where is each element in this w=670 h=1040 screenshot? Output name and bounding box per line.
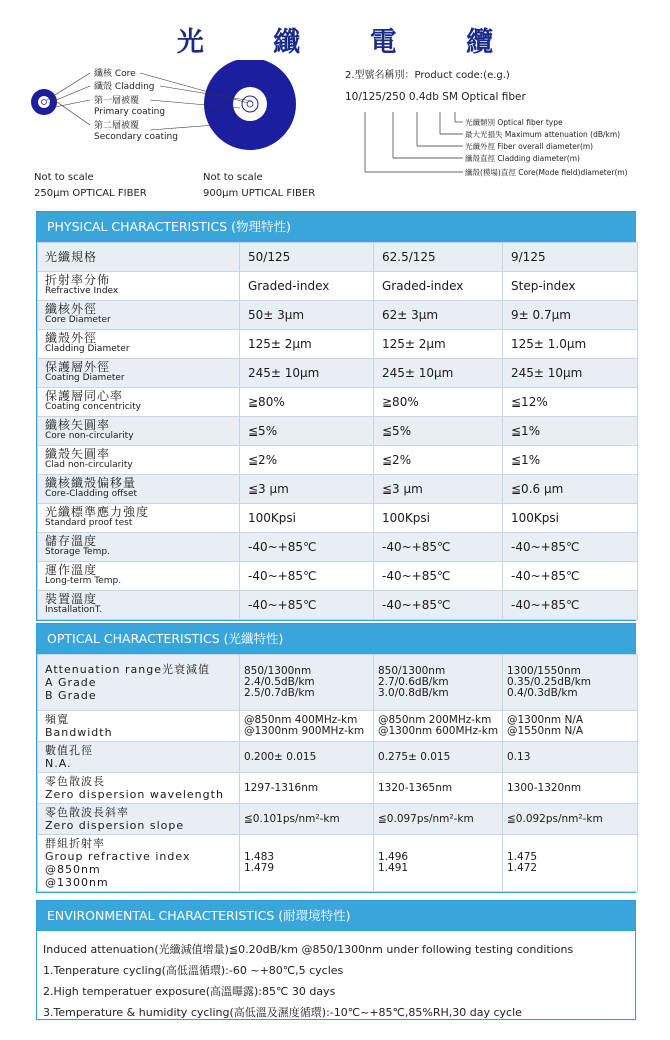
physical-value-cell: ≦2% <box>374 446 503 475</box>
optical-value-line: @1300nm N/A <box>507 714 584 726</box>
optical-row <box>38 655 638 711</box>
optical-value-line: 3.0/0.8dB/km <box>378 687 449 699</box>
physical-value-cell: -40~+85℃ <box>374 533 503 562</box>
physical-value-cell: 100Kpsi <box>503 504 638 533</box>
optical-value-cell <box>240 835 374 892</box>
physical-value-cell: 9/125 <box>503 243 638 272</box>
optical-value-line: 0.35/0.25dB/km <box>507 676 592 688</box>
optical-value-line: 850/1300nm <box>244 665 312 677</box>
environmental-heading: ENVIRONMENTAL CHARACTERISTICS (耐環境特性) <box>37 901 635 931</box>
optical-label-line: A Grade <box>45 676 97 689</box>
optical-value-line: 1300-1320nm <box>507 781 582 794</box>
optical-value-line: 1297-1316nm <box>244 781 319 794</box>
physical-value-cell: -40~+85℃ <box>374 591 503 620</box>
optical-value-line: 0.200± 0.015 <box>244 750 317 763</box>
physical-value-cell: 125± 2μm <box>374 330 503 359</box>
environmental-characteristics-section <box>36 900 636 1020</box>
optical-value-line: 1320-1365nm <box>378 781 453 794</box>
label-en: Clad non-circularity <box>45 460 133 470</box>
legend-core-diameter: 纖殼(模場)直徑 Core(Mode field)diameter(m) <box>465 168 628 177</box>
optical-value-line: 1.479 <box>244 862 275 874</box>
optical-value-line: @850nm 400MHz-km <box>244 714 358 726</box>
label-zh: 裝置溫度 <box>45 592 98 606</box>
optical-label-line: 零色散波長斜率 <box>45 806 129 819</box>
physical-row <box>38 417 638 446</box>
physical-value-cell: ≧80% <box>240 388 374 417</box>
optical-label-line: 數值孔徑 <box>45 744 93 757</box>
optical-value-line: 1.475 <box>507 851 538 863</box>
optical-value-cell <box>503 835 638 892</box>
physical-row-label <box>38 417 240 446</box>
large-fiber-coating <box>233 87 267 121</box>
label-en: Core Diameter <box>45 315 111 325</box>
optical-value-line: 1300/1550nm <box>507 665 581 677</box>
physical-row-label <box>38 243 240 272</box>
optical-value-line: 0.13 <box>507 750 531 763</box>
physical-value-cell: -40~+85℃ <box>240 562 374 591</box>
label-zh: 保護層外徑 <box>45 360 111 374</box>
physical-value-cell: 245± 10μm <box>374 359 503 388</box>
physical-value-cell: ≦1% <box>503 446 638 475</box>
physical-row <box>38 475 638 504</box>
label-en: Standard proof test <box>45 518 133 528</box>
optical-value-cell <box>374 804 503 835</box>
physical-value-cell: Graded-index <box>240 272 374 301</box>
optical-value-cell <box>374 835 503 892</box>
physical-value-cell: 62.5/125 <box>374 243 503 272</box>
optical-label-line: B Grade <box>45 689 97 702</box>
primary-coating-zh-label: 第一層被覆 <box>94 96 140 106</box>
legend-cladding-diameter: 纖殼直徑 Cladding diameter(m) <box>465 154 580 163</box>
label-zh: 纖核纖殼偏移量 <box>45 476 137 490</box>
product-code-block <box>345 66 526 103</box>
physical-row <box>38 446 638 475</box>
physical-value-cell: 50± 3μm <box>240 301 374 330</box>
optical-value-line: 1.491 <box>378 862 409 874</box>
physical-row-label <box>38 330 240 359</box>
physical-value-cell: ≦3 μm <box>374 475 503 504</box>
physical-row <box>38 504 638 533</box>
physical-value-cell: 245± 10μm <box>240 359 374 388</box>
physical-value-cell: ≦5% <box>374 417 503 446</box>
physical-value-cell: ≦1% <box>503 417 638 446</box>
legend-overall-diameter: 光纖外徑 Fiber overall diameter(m) <box>465 142 594 151</box>
optical-row-label <box>38 655 240 711</box>
physical-row <box>38 533 638 562</box>
physical-value-cell: Step-index <box>503 272 638 301</box>
physical-value-cell: -40~+85℃ <box>503 591 638 620</box>
optical-table <box>37 654 638 892</box>
optical-value-line: 1.483 <box>244 851 275 863</box>
page-title: 光 纖 電 纜 <box>176 27 524 58</box>
physical-row <box>38 359 638 388</box>
optical-value-line: @1300nm 600MHz-km <box>378 725 499 737</box>
environmental-line: 3.Temperature & humidity cycling(高低溫及濕度循環):-10℃~+85℃,85%RH,30 day cycle <box>43 1006 522 1019</box>
optical-label-line: @1300nm <box>45 876 109 889</box>
optical-value-cell <box>503 655 638 711</box>
optical-value-cell <box>240 655 374 711</box>
label-en: InstallationT. <box>45 605 103 615</box>
optical-label-line: Group refractive index <box>45 850 191 863</box>
optical-value-cell <box>240 711 374 742</box>
label-en: Storage Temp. <box>45 547 110 557</box>
optical-value-cell <box>503 742 638 773</box>
optical-row-label <box>38 835 240 892</box>
optical-label-line: 零色散波長 <box>45 775 105 788</box>
physical-row-label <box>38 301 240 330</box>
label-en: Long-term Temp. <box>45 576 122 586</box>
core-label: 纖核 Core <box>94 69 136 79</box>
optical-value-line: 2.7/0.6dB/km <box>378 676 449 688</box>
label-en: Core non-circularity <box>45 431 134 441</box>
legend-fiber-type: 光纖類別 Optical fiber type <box>465 118 563 127</box>
optical-value-cell <box>374 711 503 742</box>
physical-row-label <box>38 591 240 620</box>
physical-value-cell: -40~+85℃ <box>503 562 638 591</box>
optical-value-cell <box>503 711 638 742</box>
product-code-example: 10/125/250 0.4db SM Optical fiber <box>345 91 526 103</box>
optical-value-cell <box>374 742 503 773</box>
label-zh: 纖殼外徑 <box>45 331 98 345</box>
physical-value-cell: 100Kpsi <box>240 504 374 533</box>
optical-label-line: 頻寬 <box>45 713 69 726</box>
optical-row <box>38 711 638 742</box>
physical-row <box>38 243 638 272</box>
physical-row <box>38 591 638 620</box>
optical-label-line: N.A. <box>45 757 72 770</box>
physical-row-label <box>38 562 240 591</box>
physical-value-cell: -40~+85℃ <box>503 533 638 562</box>
optical-row <box>38 804 638 835</box>
physical-row-label <box>38 388 240 417</box>
physical-value-cell: 9± 0.7μm <box>503 301 638 330</box>
optical-value-cell <box>503 804 638 835</box>
optical-row <box>38 835 638 892</box>
optical-row-label <box>38 742 240 773</box>
environmental-line: Induced attenuation(光纖減值增量)≦0.20dB/km @850/1300nm under following testing conditions <box>43 943 574 956</box>
physical-row-label <box>38 272 240 301</box>
optical-row-label <box>38 711 240 742</box>
physical-characteristics-section <box>36 211 636 621</box>
optical-value-cell <box>240 804 374 835</box>
physical-value-cell: 245± 10μm <box>503 359 638 388</box>
optical-value-cell <box>503 773 638 804</box>
secondary-coating-zh-label: 第二層被覆 <box>94 121 140 131</box>
cladding-label: 纖殼 Cladding <box>94 82 155 92</box>
label-zh: 儲存溫度 <box>45 534 98 548</box>
physical-value-cell: ≧80% <box>374 388 503 417</box>
label-zh: 保護層同心率 <box>45 389 124 403</box>
label-en: Coating Diameter <box>45 373 125 383</box>
label-en: Cladding Diameter <box>45 344 130 354</box>
physical-value-cell: -40~+85℃ <box>240 591 374 620</box>
physical-row <box>38 272 638 301</box>
optical-label-line: Zero dispersion slope <box>45 819 185 832</box>
physical-value-cell: -40~+85℃ <box>240 533 374 562</box>
physical-value-cell: 100Kpsi <box>374 504 503 533</box>
optical-label-line: 群組折射率 <box>45 837 105 850</box>
physical-row <box>38 330 638 359</box>
physical-row <box>38 562 638 591</box>
physical-row <box>38 388 638 417</box>
physical-value-cell: ≦0.6 μm <box>503 475 638 504</box>
physical-value-cell: 125± 1.0μm <box>503 330 638 359</box>
physical-value-cell: 62± 3μm <box>374 301 503 330</box>
optical-value-line: 1.472 <box>507 862 538 874</box>
physical-row-label <box>38 533 240 562</box>
product-code-heading: 2.型號名稱別：Product code:(e.g.) <box>345 70 510 81</box>
physical-value-cell: ≦3 μm <box>240 475 374 504</box>
optical-value-line: 850/1300nm <box>378 665 446 677</box>
optical-value-line: @1550nm N/A <box>507 725 584 737</box>
right-fiber-note: Not to scale 900μm UPTICAL FIBER <box>203 172 316 199</box>
optical-value-line: 0.4/0.3dB/km <box>507 687 578 699</box>
optical-value-cell <box>374 655 503 711</box>
physical-value-cell: ≦2% <box>240 446 374 475</box>
optical-value-line: 2.4/0.5dB/km <box>244 676 315 688</box>
optical-row-label <box>38 804 240 835</box>
environmental-conditions <box>37 931 635 1023</box>
label-zh: 運作溫度 <box>45 563 98 577</box>
optical-value-cell <box>374 773 503 804</box>
optical-row <box>38 742 638 773</box>
left-fiber-note: Not to scale 250μm OPTICAL FIBER <box>34 172 147 199</box>
label-zh: 光纖規格 <box>45 249 98 264</box>
secondary-coating-label: Secondary coating <box>94 132 178 142</box>
physical-value-cell: ≦12% <box>503 388 638 417</box>
physical-table <box>37 242 638 620</box>
physical-value-cell: 125± 2μm <box>240 330 374 359</box>
optical-value-line: ≦0.101ps/nm²-km <box>244 812 340 825</box>
optical-value-line: 0.275± 0.015 <box>378 750 451 763</box>
optical-value-line: @1300nm 900MHz-km <box>244 725 365 737</box>
optical-label-line: Zero dispersion wavelength <box>45 788 224 801</box>
optical-characteristics-section <box>36 623 636 893</box>
physical-row-label <box>38 475 240 504</box>
physical-row-label <box>38 504 240 533</box>
optical-value-cell <box>240 742 374 773</box>
optical-label-line: Attenuation range光衰減值 <box>45 663 210 676</box>
label-en: Refractive Index <box>45 286 119 296</box>
environmental-line: 1.Tenperature cycling(高低溫循環):-60 ~+80℃,5 cycles <box>43 964 344 977</box>
label-en: Coating concentricity <box>45 402 141 412</box>
label-zh: 纖殼矢圓率 <box>45 447 111 461</box>
label-zh: 纖核矢圓率 <box>45 418 111 432</box>
optical-value-line: ≦0.092ps/nm²-km <box>507 812 603 825</box>
product-code-legend <box>345 100 665 200</box>
optical-value-line: ≦0.097ps/nm²-km <box>378 812 474 825</box>
primary-coating-label: Primary coating <box>94 107 166 117</box>
label-zh: 光纖標準應力強度 <box>45 505 150 519</box>
physical-value-cell: ≦5% <box>240 417 374 446</box>
optical-value-line: @850nm 200MHz-km <box>378 714 492 726</box>
legend-max-attenuation: 最大光損失 Maximum attenuation (dB/km) <box>465 130 621 139</box>
physical-value-cell: -40~+85℃ <box>374 562 503 591</box>
physical-row-label <box>38 446 240 475</box>
physical-value-cell: Graded-index <box>374 272 503 301</box>
optical-value-cell <box>240 773 374 804</box>
physical-value-cell: 50/125 <box>240 243 374 272</box>
optical-value-line: 1.496 <box>378 851 409 863</box>
optical-row <box>38 773 638 804</box>
physical-row <box>38 301 638 330</box>
label-zh: 纖核外徑 <box>45 302 98 316</box>
optical-label-line: @850nm <box>45 863 101 876</box>
physical-heading: PHYSICAL CHARACTERISTICS (物理特性) <box>37 212 635 242</box>
label-zh: 折射率分佈 <box>45 273 111 287</box>
label-en: Core-Cladding offset <box>45 489 138 499</box>
optical-row-label <box>38 773 240 804</box>
optical-value-line: 2.5/0.7dB/km <box>244 687 315 699</box>
optical-heading: OPTICAL CHARACTERISTICS (光纖特性) <box>37 624 635 654</box>
environmental-line: 2.High temperatuer exposure(高溫曝露):85℃ 30 days <box>43 985 336 998</box>
physical-row-label <box>38 359 240 388</box>
optical-label-line: Bandwidth <box>45 726 113 739</box>
